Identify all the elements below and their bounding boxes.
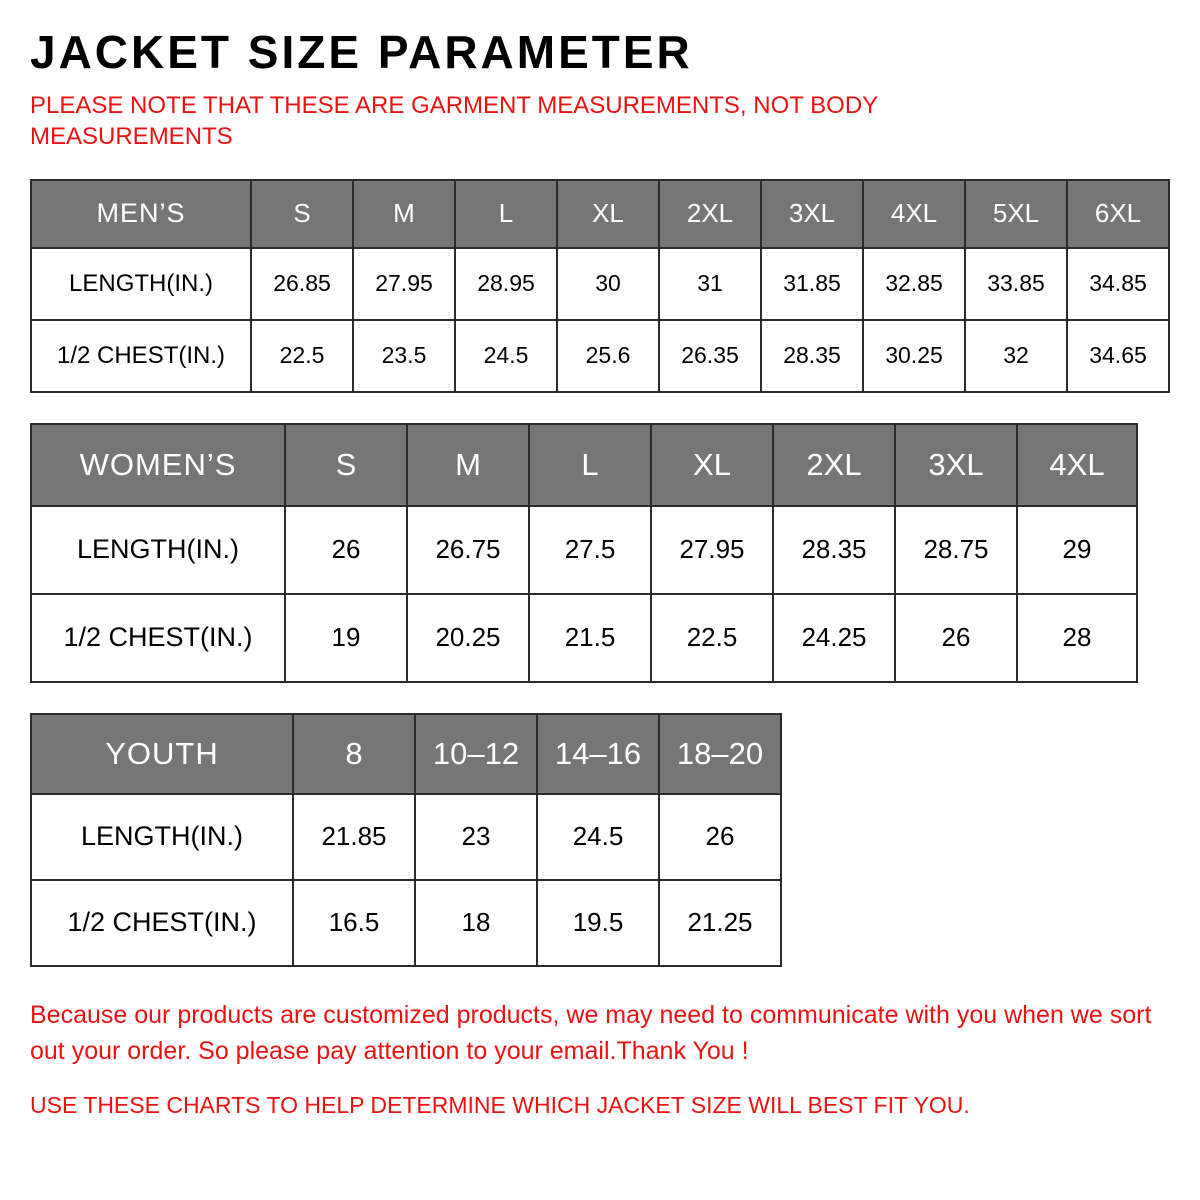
- table-cell: 24.5: [455, 320, 557, 392]
- size-header-cell: L: [529, 424, 651, 506]
- table-header-row: [31, 714, 781, 794]
- table-cell: 32.85: [863, 248, 965, 320]
- table-cell: 22.5: [251, 320, 353, 392]
- chart-usage-note: USE THESE CHARTS TO HELP DETERMINE WHICH JACKET SIZE WILL BEST FIT YOU.: [30, 1092, 970, 1119]
- table-cell: 18: [415, 880, 537, 966]
- table-cell: 26.75: [407, 506, 529, 594]
- table-row: [31, 594, 1137, 682]
- size-header-cell: 6XL: [1067, 180, 1169, 248]
- size-header-cell: M: [353, 180, 455, 248]
- table-cell: 16.5: [293, 880, 415, 966]
- size-header-cell: 2XL: [773, 424, 895, 506]
- size-header-cell: 14–16: [537, 714, 659, 794]
- size-header-cell: 8: [293, 714, 415, 794]
- size-header-cell: S: [285, 424, 407, 506]
- row-label: 1/2 CHEST(IN.): [31, 594, 285, 682]
- mens-table-label: MEN’S: [31, 180, 251, 248]
- table-cell: 34.65: [1067, 320, 1169, 392]
- table-cell: 25.6: [557, 320, 659, 392]
- table-cell: 21.25: [659, 880, 781, 966]
- table-cell: 26: [895, 594, 1017, 682]
- table-cell: 33.85: [965, 248, 1067, 320]
- womens-size-table: [30, 423, 1138, 683]
- table-cell: 22.5: [651, 594, 773, 682]
- table-cell: 28: [1017, 594, 1137, 682]
- size-header-cell: 5XL: [965, 180, 1067, 248]
- row-label: LENGTH(IN.): [31, 506, 285, 594]
- youth-size-table: [30, 713, 782, 967]
- size-header-cell: XL: [651, 424, 773, 506]
- size-header-cell: 10–12: [415, 714, 537, 794]
- table-cell: 19: [285, 594, 407, 682]
- table-cell: 26.35: [659, 320, 761, 392]
- table-header-row: [31, 180, 1169, 248]
- customization-note: Because our products are customized products, we may need to communicate with you when we sort out your order. So please pay attention to your email.Thank You !: [30, 1000, 1152, 1065]
- table-header-row: [31, 424, 1137, 506]
- table-row: [31, 248, 1169, 320]
- table-row: [31, 794, 781, 880]
- table-cell: 30: [557, 248, 659, 320]
- page-title: JACKET SIZE PARAMETER: [30, 26, 693, 78]
- table-row: [31, 506, 1137, 594]
- size-header-cell: 3XL: [895, 424, 1017, 506]
- size-header-cell: 18–20: [659, 714, 781, 794]
- table-cell: 21.85: [293, 794, 415, 880]
- table-row: [31, 880, 781, 966]
- table-cell: 20.25: [407, 594, 529, 682]
- womens-table-label: WOMEN’S: [31, 424, 285, 506]
- size-header-cell: 2XL: [659, 180, 761, 248]
- table-cell: 26: [659, 794, 781, 880]
- mens-size-table: [30, 179, 1170, 393]
- table-cell: 23: [415, 794, 537, 880]
- measurement-note: PLEASE NOTE THAT THESE ARE GARMENT MEASUREMENTS, NOT BODY MEASUREMENTS: [30, 92, 878, 151]
- table-cell: 34.85: [1067, 248, 1169, 320]
- table-row: [31, 320, 1169, 392]
- table-cell: 28.35: [761, 320, 863, 392]
- size-header-cell: 4XL: [1017, 424, 1137, 506]
- table-cell: 24.5: [537, 794, 659, 880]
- table-cell: 23.5: [353, 320, 455, 392]
- table-cell: 28.35: [773, 506, 895, 594]
- row-label: LENGTH(IN.): [31, 248, 251, 320]
- table-cell: 31.85: [761, 248, 863, 320]
- table-cell: 32: [965, 320, 1067, 392]
- size-header-cell: S: [251, 180, 353, 248]
- size-header-cell: 4XL: [863, 180, 965, 248]
- youth-table-label: YOUTH: [31, 714, 293, 794]
- table-cell: 21.5: [529, 594, 651, 682]
- row-label: 1/2 CHEST(IN.): [31, 320, 251, 392]
- size-header-cell: L: [455, 180, 557, 248]
- table-cell: 30.25: [863, 320, 965, 392]
- size-header-cell: M: [407, 424, 529, 506]
- size-header-cell: XL: [557, 180, 659, 248]
- table-cell: 26.85: [251, 248, 353, 320]
- size-header-cell: 3XL: [761, 180, 863, 248]
- table-cell: 28.75: [895, 506, 1017, 594]
- table-cell: 28.95: [455, 248, 557, 320]
- table-cell: 29: [1017, 506, 1137, 594]
- table-cell: 19.5: [537, 880, 659, 966]
- table-cell: 26: [285, 506, 407, 594]
- row-label: LENGTH(IN.): [31, 794, 293, 880]
- table-cell: 27.95: [353, 248, 455, 320]
- table-cell: 24.25: [773, 594, 895, 682]
- table-cell: 31: [659, 248, 761, 320]
- table-cell: 27.5: [529, 506, 651, 594]
- table-cell: 27.95: [651, 506, 773, 594]
- row-label: 1/2 CHEST(IN.): [31, 880, 293, 966]
